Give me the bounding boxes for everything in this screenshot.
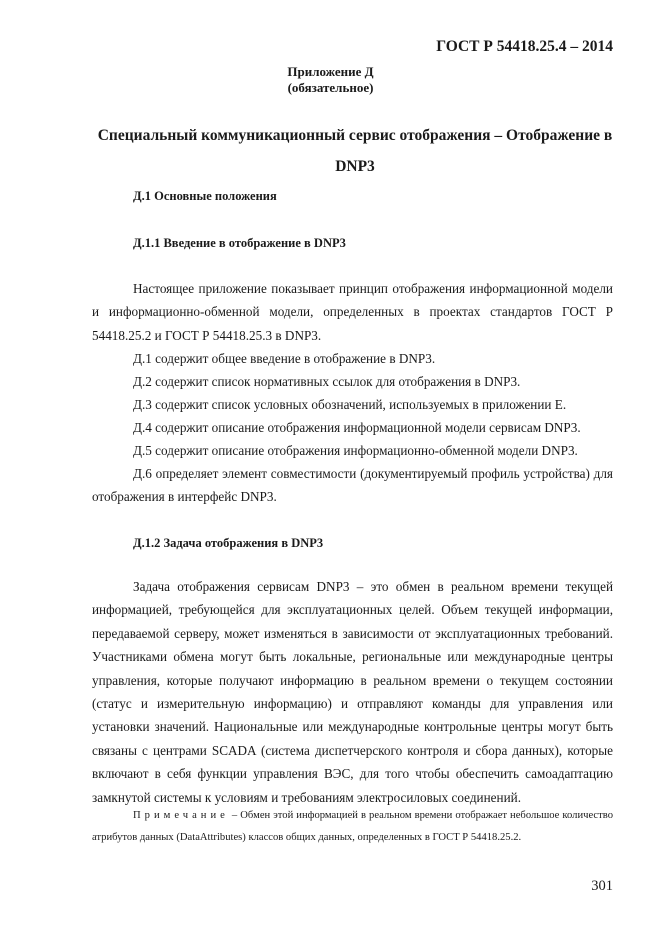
task-paragraph: Задача отображения сервисам DNP3 – это обмен в реальном времени текущей информацией, требующейся для эксплуатационных целей. Объем текущей информации, передаваемой серверу, может изменяться в зависимости от эксплуатационных требований. Участниками обмена могут быть локальные, региональные или международные центры управления, которые получают информацию в реальном времени о текущем состоянии (статус и измерительную информацию) и отправляют команды для управления или установки значений. Национальные или международные контрольные центры могут быть связаны с центрами SCADA (система диспетчерского контроля и сбора данных), которые включают в себя функции управления ВЭС, для того чтобы обеспечить самоадаптацию замкнутой системы к условиям и требованиям электросиловых соединений. — [92, 579, 613, 805]
section-heading-d12: Д.1.2 Задача отображения в DNP3 — [133, 536, 324, 550]
annex-title: Приложение Д — [287, 64, 374, 79]
list-item: Д.4 содержит описание отображения информационной модели сервисам DNP3. — [133, 420, 581, 435]
standard-code: ГОСТ Р 54418.25.4 – 2014 — [436, 38, 613, 55]
list-item: Д.5 содержит описание отображения информационно-обменной модели DNP3. — [133, 443, 578, 458]
list-item: Д.1 содержит общее введение в отображение в DNP3. — [133, 351, 436, 366]
page-number: 301 — [591, 878, 613, 894]
note-paragraph — [92, 805, 613, 849]
list-item: Д.2 содержит список нормативных ссылок для отображения в DNP3. — [133, 374, 521, 389]
main-title: Специальный коммуникационный сервис отображения – Отображение в DNP3 — [97, 127, 613, 175]
list-item: Д.3 содержит список условных обозначений, используемых в приложении Е. — [133, 397, 567, 412]
d6-paragraph: Д.6 определяет элемент совместимости (документируемый профиль устройства) для отображения в интерфейс DNP3. — [92, 466, 613, 505]
intro-paragraph: Настоящее приложение показывает принцип отображения информационной модели и информационно-обменной модели, определенных в проектах стандартов ГОСТ Р 54418.25.2 и ГОСТ Р 54418.25.3 в DNP3. — [92, 281, 613, 343]
note-text: – Обмен этой информацией в реальном времени отображает небольшое количество атрибутов данных (DataAttributes) классов общих данных, определенных в ГОСТ Р 54418.25.2. — [92, 810, 613, 843]
section-heading-d1: Д.1 Основные положения — [133, 189, 277, 203]
note-label: Примечание — [133, 810, 229, 821]
annex-status: (обязательное) — [287, 80, 374, 95]
section-heading-d11: Д.1.1 Введение в отображение в DNP3 — [133, 236, 346, 250]
